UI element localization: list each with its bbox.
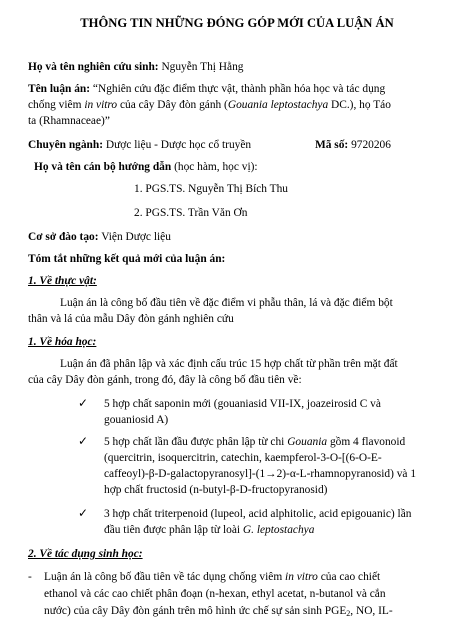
summary-heading: Tóm tắt những kết quả mới của luận án:	[28, 253, 226, 265]
chemistry-line1: Luận án đã phân lập và xác định cấu trúc 15 hợp chất từ phần trên mặt đất	[60, 358, 398, 370]
major-row	[28, 138, 251, 152]
bullet2-line3: caffeoyl)-β-D-galactopyranosyl]-(1→2)-α-L-rhamnopyranosid) và 1	[104, 468, 417, 480]
major-label: Chuyên ngành:	[28, 139, 104, 151]
bullet3-line2: đầu tiên được phân lập từ loài G. leptostachya	[104, 524, 315, 536]
bullet2-line2: (quercitrin, isoquercitrin, catechin, kaempferol-3-O-[(6-O-E-	[104, 452, 382, 464]
bullet1-line2: gouaniosid A)	[104, 414, 169, 426]
bioactivity-line2: ethanol và các cao chiết phân đoạn (n-hexan, ethyl acetat, n-butanol và cắn	[44, 588, 386, 600]
checkmark-icon: ✓	[78, 506, 89, 520]
section-heading-chemistry: 1. Về hóa học:	[28, 336, 97, 348]
botany-line1: Luận án là công bố đầu tiên về đặc điểm vi phẫu thân, lá và đặc điểm bột	[60, 297, 393, 309]
thesis-title-line3: ta (Rhamnaceae)”	[28, 115, 110, 127]
supervisor-item: 1. PGS.TS. Nguyễn Thị Bích Thu	[134, 183, 288, 195]
major-code: Mã số: 9720206	[315, 139, 391, 151]
student-name: Nguyễn Thị Hằng	[161, 61, 244, 73]
supervisor-heading: Họ và tên cán bộ hướng dẫn (học hàm, học vị):	[34, 161, 258, 173]
bullet1-line1: 5 hợp chất saponin mới (gouaniasid VII-IX, joazeirosid C và	[104, 398, 381, 410]
student-label: Họ và tên nghiên cứu sinh:	[28, 61, 159, 73]
checkmark-icon: ✓	[78, 396, 89, 410]
thesis-row	[28, 82, 385, 96]
thesis-label: Tên luận án:	[28, 83, 91, 95]
section-heading-bioactivity: 2. Về tác dụng sinh học:	[28, 548, 143, 560]
bullet2-line4: hợp chất fructosid (n-butyl-β-D-fructopyranosid)	[104, 484, 328, 496]
supervisor-item: 2. PGS.TS. Trần Văn Ơn	[134, 207, 248, 219]
student-row	[28, 60, 243, 74]
bullet3-line1: 3 hợp chất triterpenoid (lupeol, acid alphitolic, acid epigouanic) lần	[104, 508, 412, 520]
botany-line2: thân và lá của mẫu Dây đòn gánh nghiên cứu	[28, 313, 234, 325]
thesis-title-line2: chống viêm in vitro của cây Dây đòn gánh (Gouania leptostachya DC.), họ Táo	[28, 99, 391, 111]
document-title: THÔNG TIN NHỮNG ĐÓNG GÓP MỚI CỦA LUẬN ÁN	[80, 16, 394, 30]
dash-marker: -	[28, 571, 32, 583]
bioactivity-line1: Luận án là công bố đầu tiên về tác dụng chống viêm in vitro của cao chiết	[44, 571, 381, 583]
institution-row: Cơ sở đào tạo: Viện Dược liệu	[28, 231, 171, 243]
chemistry-line2: của cây Dây đòn gánh, trong đó, đây là công bố đầu tiên về:	[28, 374, 302, 386]
checkmark-icon: ✓	[78, 434, 89, 448]
thesis-title-line1: “Nghiên cứu đặc điểm thực vật, thành phần hóa học và tác dụng	[92, 83, 386, 95]
section-heading-botany: 1. Về thực vật:	[28, 275, 97, 287]
major-value: Dược liệu - Dược học cổ truyền	[105, 139, 252, 151]
bioactivity-line3: nước) của cây Dây đòn gánh trên mô hình ức chế sự sản $\sinh PGE_2$, NO, IL-	[44, 605, 393, 618]
bullet2-line1: 5 hợp chất lần đầu được phân lập từ chi Gouania gồm 4 flavonoid	[104, 436, 406, 448]
